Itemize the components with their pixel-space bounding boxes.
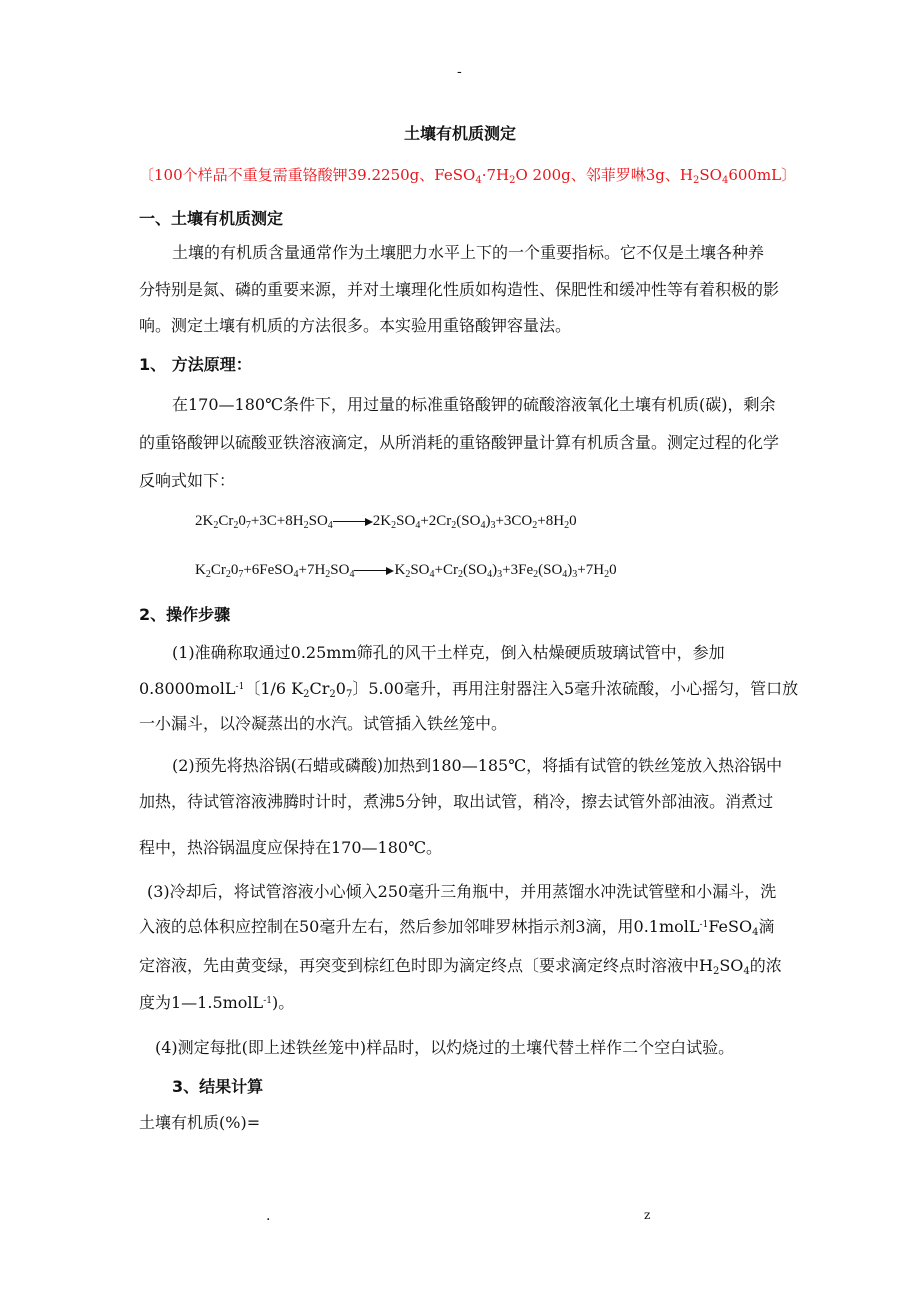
section-heading-organic-matter: 一、土壤有机质测定 xyxy=(139,209,284,228)
equation-2: $K_2Cr_20_7+6FeSO_4+7H_2SO_4$ $K_2SO_4+Cr_2(SO_4)_3+3Fe_2(SO_4)_3+7H_20$ xyxy=(195,562,617,580)
results-heading: 3、结果计算 xyxy=(172,1077,264,1096)
steps-heading: 2、操作步骤 xyxy=(139,605,231,624)
reagent-note: 〔100个样品不重复需重铬酸钾39.2250g、$FeSO_4\cdot 7H_2O$ 200g、邻菲罗啉3g、$H_2SO_4600mL$〕 xyxy=(139,166,797,186)
page-title: 土壤有机质测定 xyxy=(403,124,516,143)
step3-line-4: 度为1—1.5molL$^{-1}$)。 xyxy=(139,993,295,1012)
intro-line-1: 土壤的有机质含量通常作为土壤肥力水平上下的一个重要指标。它不仅是土壤各种养 xyxy=(172,243,765,262)
principle-heading: 1、 方法原理： xyxy=(139,355,252,374)
step2-line-2: 加热，待试管溶液沸腾时计时，煮沸5分钟，取出试管，稍冷，擦去试管外部油液。消煮过 xyxy=(139,792,774,811)
principle-line-2: 的重铬酸钾以硫酸亚铁溶液滴定，从所消耗的重铬酸钾量计算有机质含量。测定过程的化学 xyxy=(139,433,780,452)
principle-line-1: 在170—180℃条件下，用过量的标准重铬酸钾的硫酸溶液氧化土壤有机质(碳)，剩余 xyxy=(172,395,776,414)
intro-line-3: 响。测定土壤有机质的方法很多。本实验用重铬酸钾容量法。 xyxy=(139,316,572,335)
step2-line-1: (2)预先将热浴锅(石蜡或磷酸)加热到180—185℃，将插有试管的铁丝笼放入热浴锅中 xyxy=(172,756,783,775)
step2-line-3: 程中，热浴锅温度应保持在170—180℃。 xyxy=(139,838,442,857)
step1-line-2: 0.8000molL$^{-1}$〔1/6 $K_2Cr_20_7$〕5.00毫升，再用注射器注入5毫升浓硫酸，小心摇匀，管口放 xyxy=(139,679,799,700)
step4-line: (4)测定每批(即上述铁丝笼中)样品时，以灼烧过的土壤代替土样作二个空白试验。 xyxy=(155,1038,735,1057)
results-formula: 土壤有机质(%)= xyxy=(139,1113,261,1132)
footer-left-mark: . xyxy=(266,1208,271,1224)
header-mark: - xyxy=(457,64,462,80)
step1-line-3: 一小漏斗，以冷凝蒸出的水汽。试管插入铁丝笼中。 xyxy=(139,714,508,733)
reaction-arrow-icon xyxy=(354,567,394,575)
reaction-arrow-icon xyxy=(333,518,373,526)
step3-line-2: 入液的总体积应控制在50毫升左右，然后参加邻啡罗林指示剂3滴，用0.1molL$^{-1}$FeSO$_4$滴 xyxy=(139,917,775,938)
footer-right-mark: z xyxy=(644,1208,651,1222)
principle-line-3: 反响式如下： xyxy=(139,471,236,490)
step3-line-1: (3)冷却后，将试管溶液小心倾入250毫升三角瓶中，并用蒸馏水冲洗试管壁和小漏斗，洗 xyxy=(147,882,777,901)
equation-1: $2K_2Cr_20_7+3C+8H_2SO_4$ $2K_2SO_4+2Cr_2(SO_4)_3+3CO_2+8H_20$ xyxy=(195,513,577,531)
step1-line-1: (1)准确称取通过0.25mm筛孔的风干土样克，倒入枯燥硬质玻璃试管中，参加 xyxy=(172,643,725,662)
step3-line-3: 定溶液，先由黄变绿，再突变到棕红色时即为滴定终点〔要求滴定终点时溶液中$H_2SO_4$的浓 xyxy=(139,956,782,977)
intro-line-2: 分特别是氮、磷的重要来源，并对土壤理化性质如构造性、保肥性和缓冲性等有着积极的影 xyxy=(139,280,780,299)
